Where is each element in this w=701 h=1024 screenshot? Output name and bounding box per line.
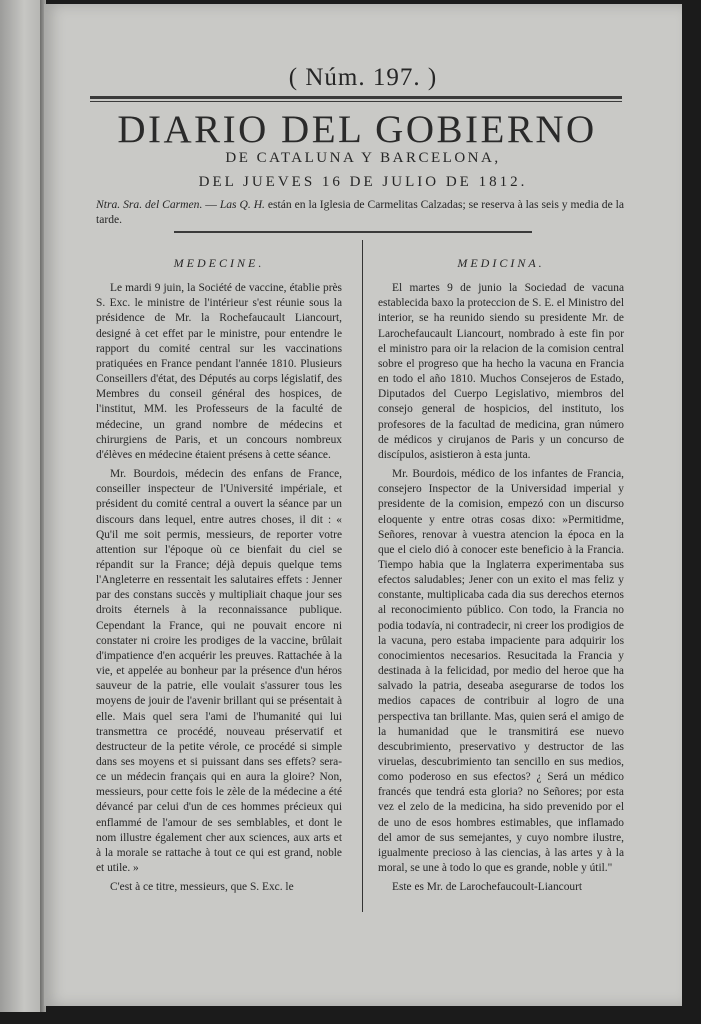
column-spanish [378,256,624,895]
issue-date: DEL JUEVES 16 DE JULIO DE 1812. [198,174,528,190]
header-rule-thin [90,101,622,102]
left-page-edge [0,0,44,1012]
header-rule [90,96,622,99]
notice-qh: Las Q. H. [219,198,265,211]
notice-saint: Ntra. Sra. del Carmen. [96,198,203,211]
newspaper-title: DIARIO DEL GOBIERNO [117,108,597,151]
article-paragraph: El martes 9 de junio la Sociedad de vacuna establecida baxo la proteccion de S. E. el Ministro del interior, se ha reunido siendo su presidente Mr. de Larochefaucault Liancourt, nombrado à este fin por el ministro para oir la relacion de la comision central sobre el progreso que ha hecho la vacuna en Francia en todo el año 1810. Muchos Consejeros de Estado, Diputados del Cuerpo Legislativo, miembros del consejo general de hospicios, del instituto, los profesores de la facultad de medicina, gran número de médicos y cirujanos de Paris y un concurso de discípulos, asistieron à esta junta. [378,282,624,461]
issue-number: ( Núm. 197. ) [288,64,438,91]
section-rule [174,231,532,233]
article-paragraph: Mr. Bourdois, médico de los infantes de Francia, consejero Inspector de la Universidad imperial y presidente de la comision, empezó con un discurso eloquente y entre otras cosas dixo: »Permitidme, Señores, renovar à vuestra atencion la época en la que el cielo dió à conocer este beneficio à la Francia. Tiempo habia que la Inglaterra experimentaba sus efectos saludables; Jener con un exito el mas feliz y constante, multiplicaba cada dia sus derechos eternos al reconocimiento público. Con todo, la Francia no podia todavía, ni contradecir, ni creer los prodigios de la vacuna, pero estaba impaciente para adquirir los conocimientos necesarios. Resucitada la Francia y destinada à la felicidad, por medio del heroe que ha salvado la patria, deseaba asegurarse de todos los medios capaces de contribuir al logro de una perspectiva tan brillante. Mas, quien será el amigo de la humanidad que le transmitirá ese nuevo descubrimiento, preservativo y destructor de las viruelas, descubrimiento tan sencillo en sus medios, como poderoso en sus efectos? ¿ Será un médico francés que tendrá esta gloria? no Señores; por esta vez el zelo de la medicina, ha sido prevenido por el de uno de esos hombres estimables, que inflamado del amor de sus semejantes, y cuyo nombre ilustre, igualmente precioso à las ciencias, à las artes y à la moral, se une à todo lo que es grande, noble y útil." [378,468,624,875]
notice-text: están en la Iglesia de Carmelitas Calzadas; se reserva à las seis y media de la tarde. [96,198,625,226]
column-heading: MEDECINE. [173,256,265,270]
article-paragraph: Mr. Bourdois, médecin des enfans de France, conseiller inspecteur de l'Université impériale, et président du comité central a ouvert la séance par un discours dans lequel, entre autres choses, il dit : « Qu'il me soit permis, messieurs, de reporter votre attention sur l'époque où ce bienfait du ciel se répandit sur la France; déjà depuis quelque tems l'Angleterre en ressentait les salutaires effets : Jenner par des constans succès y multipliait chaque jour ses droits éternels à la reconnaissance publique. Cependant la France, qui ne pouvait encore ni constater ni croire les prodiges de la vaccine, brûlait d'impatience d'en acquérir les preuves. Rattachée à la vie, et appelée au bonheur par la présence d'un héros sauveur de la patrie, elle voulait s'assurer tous les moyens de jouir de l'avenir brillant qui se présentait à elle. Mais quel sera l'ami de l'humanité qui lui transmettra ce procédé, nouveau préservatif et destructeur de la petite vérole, ce procédé si simple dans ses moyens et si puissant dans ses effets? sera-ce un médecin français qui en aura la gloire? Non, messieurs, pour cette fois le zèle de la médecine a été dévancé par celui d'un de ces hommes précieux qui enflammé de l'amour de ses semblables, et dont le nom illustre également cher aux sciences, aux arts et à la morale se rattache à tout ce qui est grand, noble et utile. » [96,468,342,875]
article-paragraph: C'est à ce titre, messieurs, que S. Exc. le [110,881,294,894]
newspaper-page [44,4,682,1006]
church-notice [96,197,624,227]
column-divider [362,240,363,912]
column-french [96,256,342,895]
notice-separator: — [202,198,220,211]
column-heading: MEDICINA. [457,256,545,270]
article-paragraph: Este es Mr. de Larochefaucoult-Liancourt [392,881,583,894]
newspaper-subtitle: DE CATALUNA Y BARCELONA, [225,150,501,166]
article-paragraph: Le mardi 9 juin, la Société de vaccine, établie près S. Exc. le ministre de l'intérieur s'est réunie sous la présidence de Mr. la Rochefaucault Liancourt, designé à cet effet par le ministre, pour entendre le rapport du comité central sur les vaccinations pratiquées en France pendant l'année 1810. Plusieurs Conseillers d'état, des Députés au corps législatif, des Membres du conseil général des hospices, de l'institut, MM. les Professeurs de la faculté de médecine, un grand nombre de médecins et chirurgiens de Paris, et un concours nombreux d'élèves en médecine étaient présens à cette séance. [96,282,342,461]
